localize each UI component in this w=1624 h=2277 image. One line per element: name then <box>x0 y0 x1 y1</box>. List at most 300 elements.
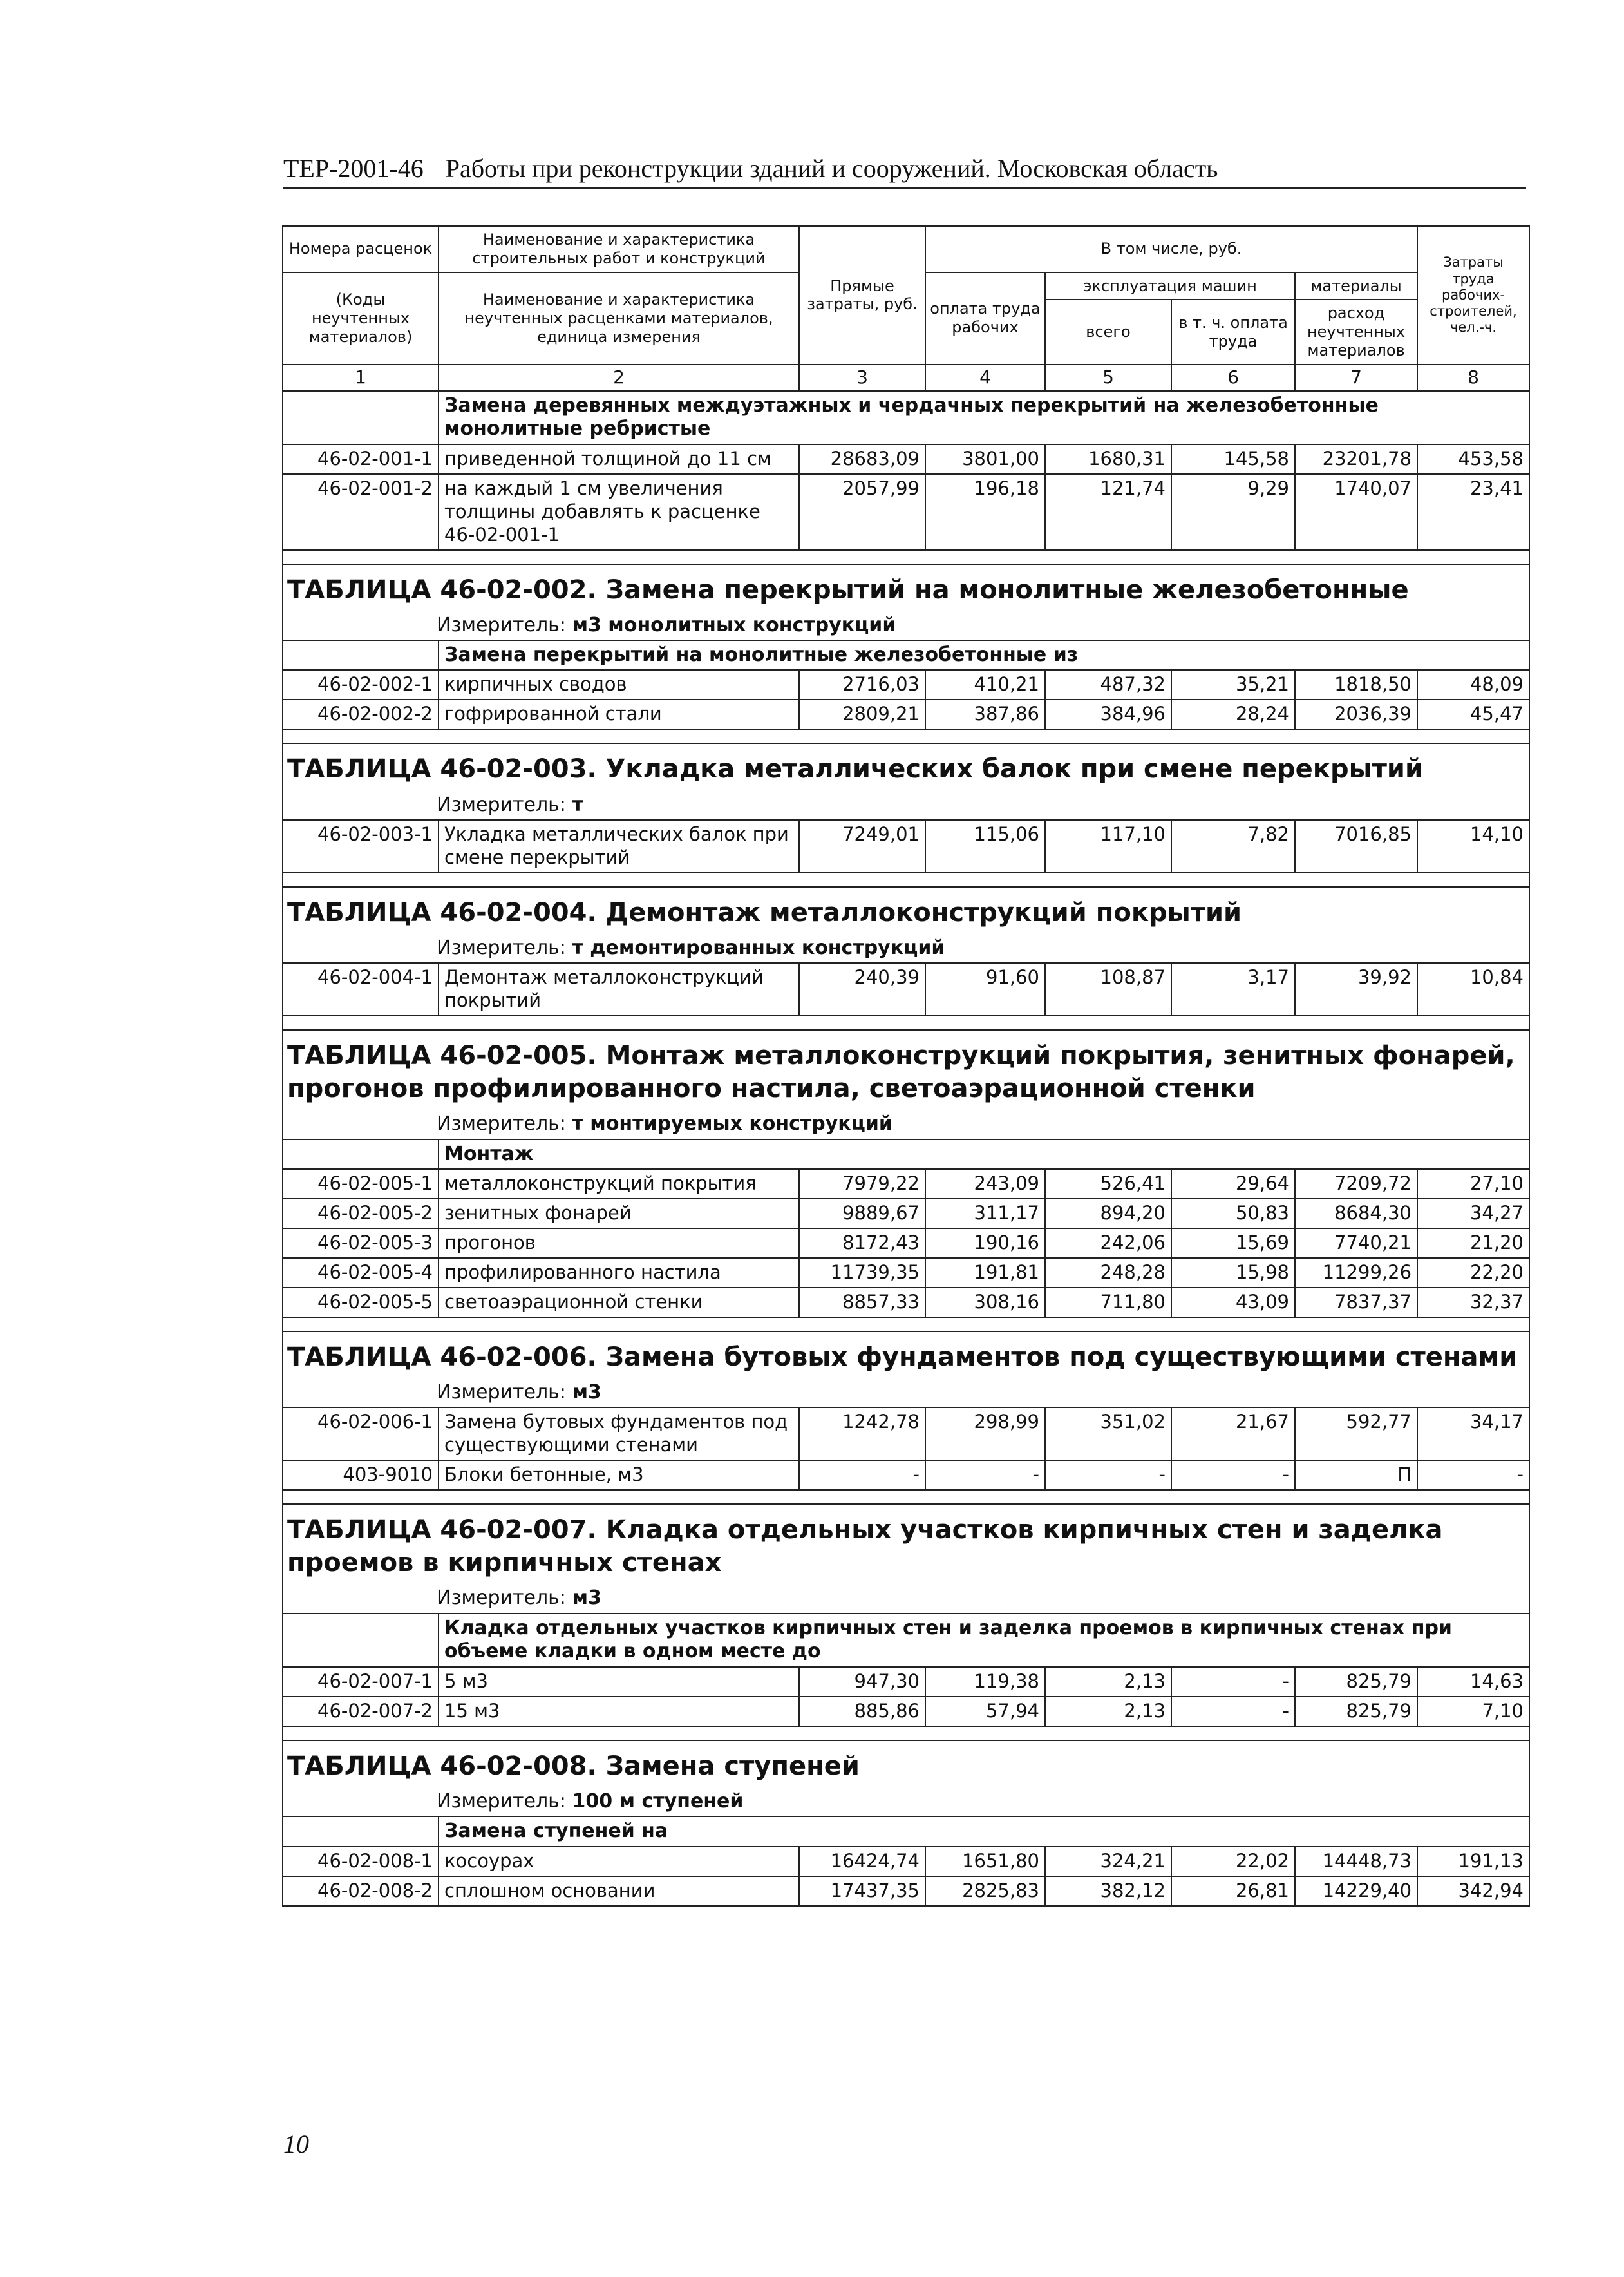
table-title: ТАБЛИЦА 46-02-005. Монтаж металлоконструкций покрытия, зенитных фонарей, прогонов профилированного настила, светоаэрационной стенки <box>283 1030 1529 1108</box>
value-v7: 825,79 <box>1295 1667 1417 1697</box>
work-name: профилированного настила <box>439 1258 799 1288</box>
rate-code: 46-02-005-5 <box>283 1288 439 1317</box>
table-title: ТАБЛИЦА 46-02-004. Демонтаж металлоконструкций покрытий <box>283 887 1529 932</box>
value-v3: 2716,03 <box>799 670 925 700</box>
measure-value: м3 монолитных конструкций <box>572 613 896 636</box>
subheader-row <box>283 1614 1529 1667</box>
value-v4: 308,16 <box>925 1288 1045 1317</box>
rate-code: 46-02-003-1 <box>283 820 439 873</box>
subheader-blank <box>283 1816 439 1847</box>
value-v3: 28683,09 <box>799 444 925 474</box>
header-labor-pay: оплата труда рабочих <box>925 272 1045 365</box>
spacer-cell <box>799 550 925 564</box>
value-v8: 21,20 <box>1417 1228 1529 1258</box>
spacer-cell <box>1417 1016 1529 1030</box>
subheader-row <box>283 1139 1529 1170</box>
measure-value: м3 <box>572 1586 601 1610</box>
subheader-blank <box>283 1614 439 1667</box>
value-v7: 1740,07 <box>1295 474 1417 550</box>
spacer-cell <box>1171 1490 1295 1504</box>
spacer-cell <box>283 1016 439 1030</box>
table-title: ТАБЛИЦА 46-02-008. Замена ступеней <box>283 1740 1529 1786</box>
value-v8: 23,41 <box>1417 474 1529 550</box>
value-v4: 191,81 <box>925 1258 1045 1288</box>
rate-code: 46-02-002-1 <box>283 670 439 700</box>
spacer-cell <box>925 1490 1045 1504</box>
rate-code: 46-02-008-2 <box>283 1876 439 1906</box>
value-v7: 825,79 <box>1295 1697 1417 1726</box>
table-row <box>283 820 1529 873</box>
value-v3: 2809,21 <box>799 700 925 729</box>
table-row <box>283 1199 1529 1228</box>
spacer-cell <box>283 729 439 743</box>
header-including: В том числе, руб. <box>925 226 1417 272</box>
spacer-cell <box>1045 873 1171 887</box>
section-spacer <box>283 1016 1529 1030</box>
spacer-cell <box>439 1490 799 1504</box>
table-row <box>283 1697 1529 1726</box>
table-row <box>283 1288 1529 1317</box>
value-v5: 248,28 <box>1045 1258 1171 1288</box>
value-v8: 32,37 <box>1417 1288 1529 1317</box>
column-number: 7 <box>1295 365 1417 391</box>
spacer-cell <box>799 1726 925 1740</box>
spacer-cell <box>799 1317 925 1331</box>
value-v4: 115,06 <box>925 820 1045 873</box>
subheader: Замена перекрытий на монолитные железобетонные из <box>439 640 1529 671</box>
measure-cell <box>283 1786 1529 1816</box>
value-v4: 410,21 <box>925 670 1045 700</box>
value-v7: 23201,78 <box>1295 444 1417 474</box>
value-v3: - <box>799 1460 925 1490</box>
value-v6: - <box>1171 1460 1295 1490</box>
table-title-row <box>283 887 1529 932</box>
table-row <box>283 1460 1529 1490</box>
value-v4: 2825,83 <box>925 1876 1045 1906</box>
value-v6: 35,21 <box>1171 670 1295 700</box>
subheader-row <box>283 640 1529 671</box>
table-title-row <box>283 1504 1529 1582</box>
table-row <box>283 670 1529 700</box>
spacer-cell <box>1045 1490 1171 1504</box>
value-v7: 592,77 <box>1295 1407 1417 1460</box>
header-materials: материалы <box>1295 272 1417 300</box>
measure-label: Измеритель: <box>437 1112 566 1136</box>
spacer-cell <box>1295 1490 1417 1504</box>
section-spacer <box>283 873 1529 887</box>
value-v7: 7209,72 <box>1295 1169 1417 1199</box>
spacer-cell <box>1171 1016 1295 1030</box>
value-v4: 190,16 <box>925 1228 1045 1258</box>
value-v8: 7,10 <box>1417 1697 1529 1726</box>
rate-code: 46-02-005-3 <box>283 1228 439 1258</box>
value-v4: 196,18 <box>925 474 1045 550</box>
spacer-cell <box>1171 873 1295 887</box>
value-v6: 9,29 <box>1171 474 1295 550</box>
value-v5: 1680,31 <box>1045 444 1171 474</box>
work-name: 15 м3 <box>439 1697 799 1726</box>
value-v5: 711,80 <box>1045 1288 1171 1317</box>
value-v8: 14,10 <box>1417 820 1529 873</box>
value-v4: 119,38 <box>925 1667 1045 1697</box>
spacer-cell <box>439 729 799 743</box>
work-name: приведенной толщиной до 11 см <box>439 444 799 474</box>
subheader: Кладка отдельных участков кирпичных стен и заделка проемов в кирпичных стенах при объеме кладки в одном месте до <box>439 1614 1529 1667</box>
table-row <box>283 963 1529 1016</box>
subheader: Замена ступеней на <box>439 1816 1529 1847</box>
table-title-row <box>283 1740 1529 1786</box>
rate-code: 46-02-007-2 <box>283 1697 439 1726</box>
measure-value: м3 <box>572 1381 601 1404</box>
table-title: ТАБЛИЦА 46-02-003. Укладка металлических балок при смене перекрытий <box>283 743 1529 788</box>
header-code-bottom: (Коды неучтенных материалов) <box>283 272 439 365</box>
value-v8: 453,58 <box>1417 444 1529 474</box>
spacer-cell <box>1417 873 1529 887</box>
subheader: Монтаж <box>439 1139 1529 1170</box>
spacer-cell <box>1045 1726 1171 1740</box>
value-v8: 10,84 <box>1417 963 1529 1016</box>
value-v6: 7,82 <box>1171 820 1295 873</box>
table-row <box>283 1876 1529 1906</box>
header-name-bottom: Наименование и характеристика неучтенных расценками материалов, единица измерения <box>439 272 799 365</box>
table-row <box>283 474 1529 550</box>
spacer-cell <box>439 550 799 564</box>
column-number: 3 <box>799 365 925 391</box>
rate-code: 46-02-001-2 <box>283 474 439 550</box>
header-direct-costs: Прямые затраты, руб. <box>799 226 925 365</box>
value-v6: 145,58 <box>1171 444 1295 474</box>
spacer-cell <box>925 1726 1045 1740</box>
spacer-cell <box>283 873 439 887</box>
spacer-cell <box>925 873 1045 887</box>
spacer-cell <box>283 1726 439 1740</box>
subheader: Замена деревянных междуэтажных и чердачных перекрытий на железобетонные монолитные ребристые <box>439 391 1529 444</box>
table-row <box>283 1258 1529 1288</box>
measure-row <box>283 1582 1529 1613</box>
measure-row <box>283 932 1529 963</box>
value-v5: 351,02 <box>1045 1407 1171 1460</box>
value-v7: 1818,50 <box>1295 670 1417 700</box>
table-header-row-1 <box>283 226 1529 272</box>
value-v3: 8172,43 <box>799 1228 925 1258</box>
value-v6: 15,98 <box>1171 1258 1295 1288</box>
value-v8: 22,20 <box>1417 1258 1529 1288</box>
work-name: Демонтаж металлоконструкций покрытий <box>439 963 799 1016</box>
value-v8: 14,63 <box>1417 1667 1529 1697</box>
table-row <box>283 700 1529 729</box>
work-name: на каждый 1 см увеличения толщины добавлять к расценке 46-02-001-1 <box>439 474 799 550</box>
table-title-row <box>283 564 1529 609</box>
value-v7: П <box>1295 1460 1417 1490</box>
value-v6: 15,69 <box>1171 1228 1295 1258</box>
value-v5: 242,06 <box>1045 1228 1171 1258</box>
spacer-cell <box>925 1317 1045 1331</box>
table-row <box>283 1228 1529 1258</box>
value-v4: 243,09 <box>925 1169 1045 1199</box>
page-number: 10 <box>283 2129 309 2158</box>
rate-code: 46-02-005-4 <box>283 1258 439 1288</box>
value-v7: 39,92 <box>1295 963 1417 1016</box>
header-name-top: Наименование и характеристика строительных работ и конструкций <box>439 226 799 272</box>
subheader-row <box>283 1816 1529 1847</box>
document-code: ТЕР-2001-46 <box>283 154 424 183</box>
table-row <box>283 1169 1529 1199</box>
spacer-cell <box>799 729 925 743</box>
rates-table <box>282 225 1530 1907</box>
column-number: 5 <box>1045 365 1171 391</box>
value-v5: 894,20 <box>1045 1199 1171 1228</box>
value-v5: 2,13 <box>1045 1697 1171 1726</box>
work-name: сплошном основании <box>439 1876 799 1906</box>
value-v7: 7016,85 <box>1295 820 1417 873</box>
spacer-cell <box>1045 1317 1171 1331</box>
value-v6: 28,24 <box>1171 700 1295 729</box>
work-name: металлоконструкций покрытия <box>439 1169 799 1199</box>
value-v8: 342,94 <box>1417 1876 1529 1906</box>
value-v4: 1651,80 <box>925 1847 1045 1876</box>
value-v3: 16424,74 <box>799 1847 925 1876</box>
measure-label: Измеритель: <box>437 613 566 636</box>
table-title: ТАБЛИЦА 46-02-007. Кладка отдельных участков кирпичных стен и заделка проемов в кирпичных стенах <box>283 1504 1529 1582</box>
value-v6: 26,81 <box>1171 1876 1295 1906</box>
spacer-cell <box>1417 729 1529 743</box>
value-v5: 384,96 <box>1045 700 1171 729</box>
measure-value: т демонтированных конструкций <box>572 936 945 959</box>
page-header <box>283 153 1526 189</box>
table-row <box>283 1407 1529 1460</box>
spacer-cell <box>799 1016 925 1030</box>
value-v3: 885,86 <box>799 1697 925 1726</box>
rate-code: 46-02-005-2 <box>283 1199 439 1228</box>
value-v8: 27,10 <box>1417 1169 1529 1199</box>
value-v5: 526,41 <box>1045 1169 1171 1199</box>
value-v7: 7740,21 <box>1295 1228 1417 1258</box>
spacer-cell <box>1295 1726 1417 1740</box>
value-v3: 1242,78 <box>799 1407 925 1460</box>
work-name: кирпичных сводов <box>439 670 799 700</box>
measure-cell <box>283 1108 1529 1139</box>
spacer-cell <box>439 1726 799 1740</box>
value-v6: 29,64 <box>1171 1169 1295 1199</box>
measure-cell <box>283 1377 1529 1407</box>
value-v7: 8684,30 <box>1295 1199 1417 1228</box>
spacer-cell <box>1045 550 1171 564</box>
header-materials-unaccounted: расход неучтенных материалов <box>1295 300 1417 364</box>
header-labor-cost: Затраты труда рабочих-строителей, чел.-ч. <box>1417 226 1529 365</box>
measure-value: т монтируемых конструкций <box>572 1112 892 1136</box>
value-v3: 8857,33 <box>799 1288 925 1317</box>
spacer-cell <box>1171 1726 1295 1740</box>
measure-row <box>283 609 1529 640</box>
work-name: Укладка металлических балок при смене перекрытий <box>439 820 799 873</box>
measure-label: Измеритель: <box>437 1381 566 1404</box>
section-spacer <box>283 729 1529 743</box>
work-name: светоаэрационной стенки <box>439 1288 799 1317</box>
measure-row <box>283 1377 1529 1407</box>
rate-code: 46-02-004-1 <box>283 963 439 1016</box>
spacer-cell <box>1417 1726 1529 1740</box>
value-v8: 48,09 <box>1417 670 1529 700</box>
table-row <box>283 444 1529 474</box>
table-title-row <box>283 1331 1529 1377</box>
value-v5: 324,21 <box>1045 1847 1171 1876</box>
value-v5: 487,32 <box>1045 670 1171 700</box>
value-v3: 7249,01 <box>799 820 925 873</box>
table-title-row <box>283 1030 1529 1108</box>
value-v5: 382,12 <box>1045 1876 1171 1906</box>
value-v6: 3,17 <box>1171 963 1295 1016</box>
value-v5: 121,74 <box>1045 474 1171 550</box>
spacer-cell <box>439 1317 799 1331</box>
value-v6: 22,02 <box>1171 1847 1295 1876</box>
table-title: ТАБЛИЦА 46-02-006. Замена бутовых фундаментов под существующими стенами <box>283 1331 1529 1377</box>
value-v4: 3801,00 <box>925 444 1045 474</box>
value-v4: 298,99 <box>925 1407 1045 1460</box>
value-v4: - <box>925 1460 1045 1490</box>
value-v6: - <box>1171 1667 1295 1697</box>
measure-row <box>283 789 1529 820</box>
spacer-cell <box>1295 1016 1417 1030</box>
value-v4: 387,86 <box>925 700 1045 729</box>
value-v8: 45,47 <box>1417 700 1529 729</box>
rate-code: 403-9010 <box>283 1460 439 1490</box>
header-code-top: Номера расценок <box>283 226 439 272</box>
measure-cell <box>283 932 1529 963</box>
work-name: Замена бутовых фундаментов под существующими стенами <box>439 1407 799 1460</box>
value-v6: - <box>1171 1697 1295 1726</box>
section-spacer <box>283 1726 1529 1740</box>
work-name: гофрированной стали <box>439 700 799 729</box>
column-number: 8 <box>1417 365 1529 391</box>
measure-label: Измеритель: <box>437 1789 566 1813</box>
rate-code: 46-02-008-1 <box>283 1847 439 1876</box>
subheader-blank <box>283 391 439 444</box>
spacer-cell <box>799 873 925 887</box>
spacer-cell <box>1045 729 1171 743</box>
spacer-cell <box>283 1490 439 1504</box>
work-name: косоурах <box>439 1847 799 1876</box>
subheader-blank <box>283 1139 439 1170</box>
value-v5: 2,13 <box>1045 1667 1171 1697</box>
spacer-cell <box>799 1490 925 1504</box>
spacer-cell <box>1171 729 1295 743</box>
measure-label: Измеритель: <box>437 793 566 816</box>
spacer-cell <box>1417 550 1529 564</box>
table-title-row <box>283 743 1529 788</box>
table-title: ТАБЛИЦА 46-02-002. Замена перекрытий на монолитные железобетонные <box>283 564 1529 609</box>
column-number: 4 <box>925 365 1045 391</box>
measure-value: т <box>572 793 583 816</box>
value-v6: 50,83 <box>1171 1199 1295 1228</box>
rate-code: 46-02-006-1 <box>283 1407 439 1460</box>
measure-value: 100 м ступеней <box>572 1789 744 1813</box>
value-v3: 11739,35 <box>799 1258 925 1288</box>
work-name: Блоки бетонные, м3 <box>439 1460 799 1490</box>
value-v4: 91,60 <box>925 963 1045 1016</box>
spacer-cell <box>1295 873 1417 887</box>
spacer-cell <box>1045 1016 1171 1030</box>
header-machines-labor: в т. ч. оплата труда <box>1171 300 1295 364</box>
measure-label: Измеритель: <box>437 936 566 959</box>
value-v3: 9889,67 <box>799 1199 925 1228</box>
value-v7: 2036,39 <box>1295 700 1417 729</box>
column-number: 6 <box>1171 365 1295 391</box>
spacer-cell <box>1417 1317 1529 1331</box>
column-number: 1 <box>283 365 439 391</box>
work-name: прогонов <box>439 1228 799 1258</box>
section-spacer <box>283 1317 1529 1331</box>
section-spacer <box>283 550 1529 564</box>
rate-code: 46-02-001-1 <box>283 444 439 474</box>
spacer-cell <box>283 550 439 564</box>
spacer-cell <box>1295 550 1417 564</box>
measure-row <box>283 1108 1529 1139</box>
table-row <box>283 1667 1529 1697</box>
value-v3: 7979,22 <box>799 1169 925 1199</box>
document-title: Работы при реконструкции зданий и сооружений. Московская область <box>445 154 1218 183</box>
spacer-cell <box>1295 1317 1417 1331</box>
measure-cell <box>283 1582 1529 1613</box>
spacer-cell <box>1417 1490 1529 1504</box>
spacer-cell <box>1295 729 1417 743</box>
value-v8: 191,13 <box>1417 1847 1529 1876</box>
work-name: 5 м3 <box>439 1667 799 1697</box>
header-machines: эксплуатация машин <box>1045 272 1295 300</box>
section-spacer <box>283 1490 1529 1504</box>
value-v3: 947,30 <box>799 1667 925 1697</box>
value-v7: 14229,40 <box>1295 1876 1417 1906</box>
value-v3: 2057,99 <box>799 474 925 550</box>
measure-cell <box>283 789 1529 820</box>
value-v7: 11299,26 <box>1295 1258 1417 1288</box>
column-numbers-row <box>283 365 1529 391</box>
value-v4: 311,17 <box>925 1199 1045 1228</box>
value-v5: - <box>1045 1460 1171 1490</box>
spacer-cell <box>1171 550 1295 564</box>
value-v8: 34,27 <box>1417 1199 1529 1228</box>
work-name: зенитных фонарей <box>439 1199 799 1228</box>
rate-code: 46-02-007-1 <box>283 1667 439 1697</box>
value-v5: 108,87 <box>1045 963 1171 1016</box>
subheader-blank <box>283 640 439 671</box>
header-machines-total: всего <box>1045 300 1171 364</box>
value-v5: 117,10 <box>1045 820 1171 873</box>
value-v7: 7837,37 <box>1295 1288 1417 1317</box>
spacer-cell <box>925 550 1045 564</box>
subheader-row <box>283 391 1529 444</box>
column-number: 2 <box>439 365 799 391</box>
value-v3: 17437,35 <box>799 1876 925 1906</box>
spacer-cell <box>283 1317 439 1331</box>
value-v8: - <box>1417 1460 1529 1490</box>
value-v7: 14448,73 <box>1295 1847 1417 1876</box>
measure-row <box>283 1786 1529 1816</box>
value-v4: 57,94 <box>925 1697 1045 1726</box>
value-v3: 240,39 <box>799 963 925 1016</box>
value-v6: 43,09 <box>1171 1288 1295 1317</box>
rate-code: 46-02-005-1 <box>283 1169 439 1199</box>
measure-label: Измеритель: <box>437 1586 566 1610</box>
value-v6: 21,67 <box>1171 1407 1295 1460</box>
measure-cell <box>283 609 1529 640</box>
spacer-cell <box>1171 1317 1295 1331</box>
spacer-cell <box>925 1016 1045 1030</box>
table-row <box>283 1847 1529 1876</box>
spacer-cell <box>439 873 799 887</box>
rate-code: 46-02-002-2 <box>283 700 439 729</box>
value-v8: 34,17 <box>1417 1407 1529 1460</box>
spacer-cell <box>925 729 1045 743</box>
